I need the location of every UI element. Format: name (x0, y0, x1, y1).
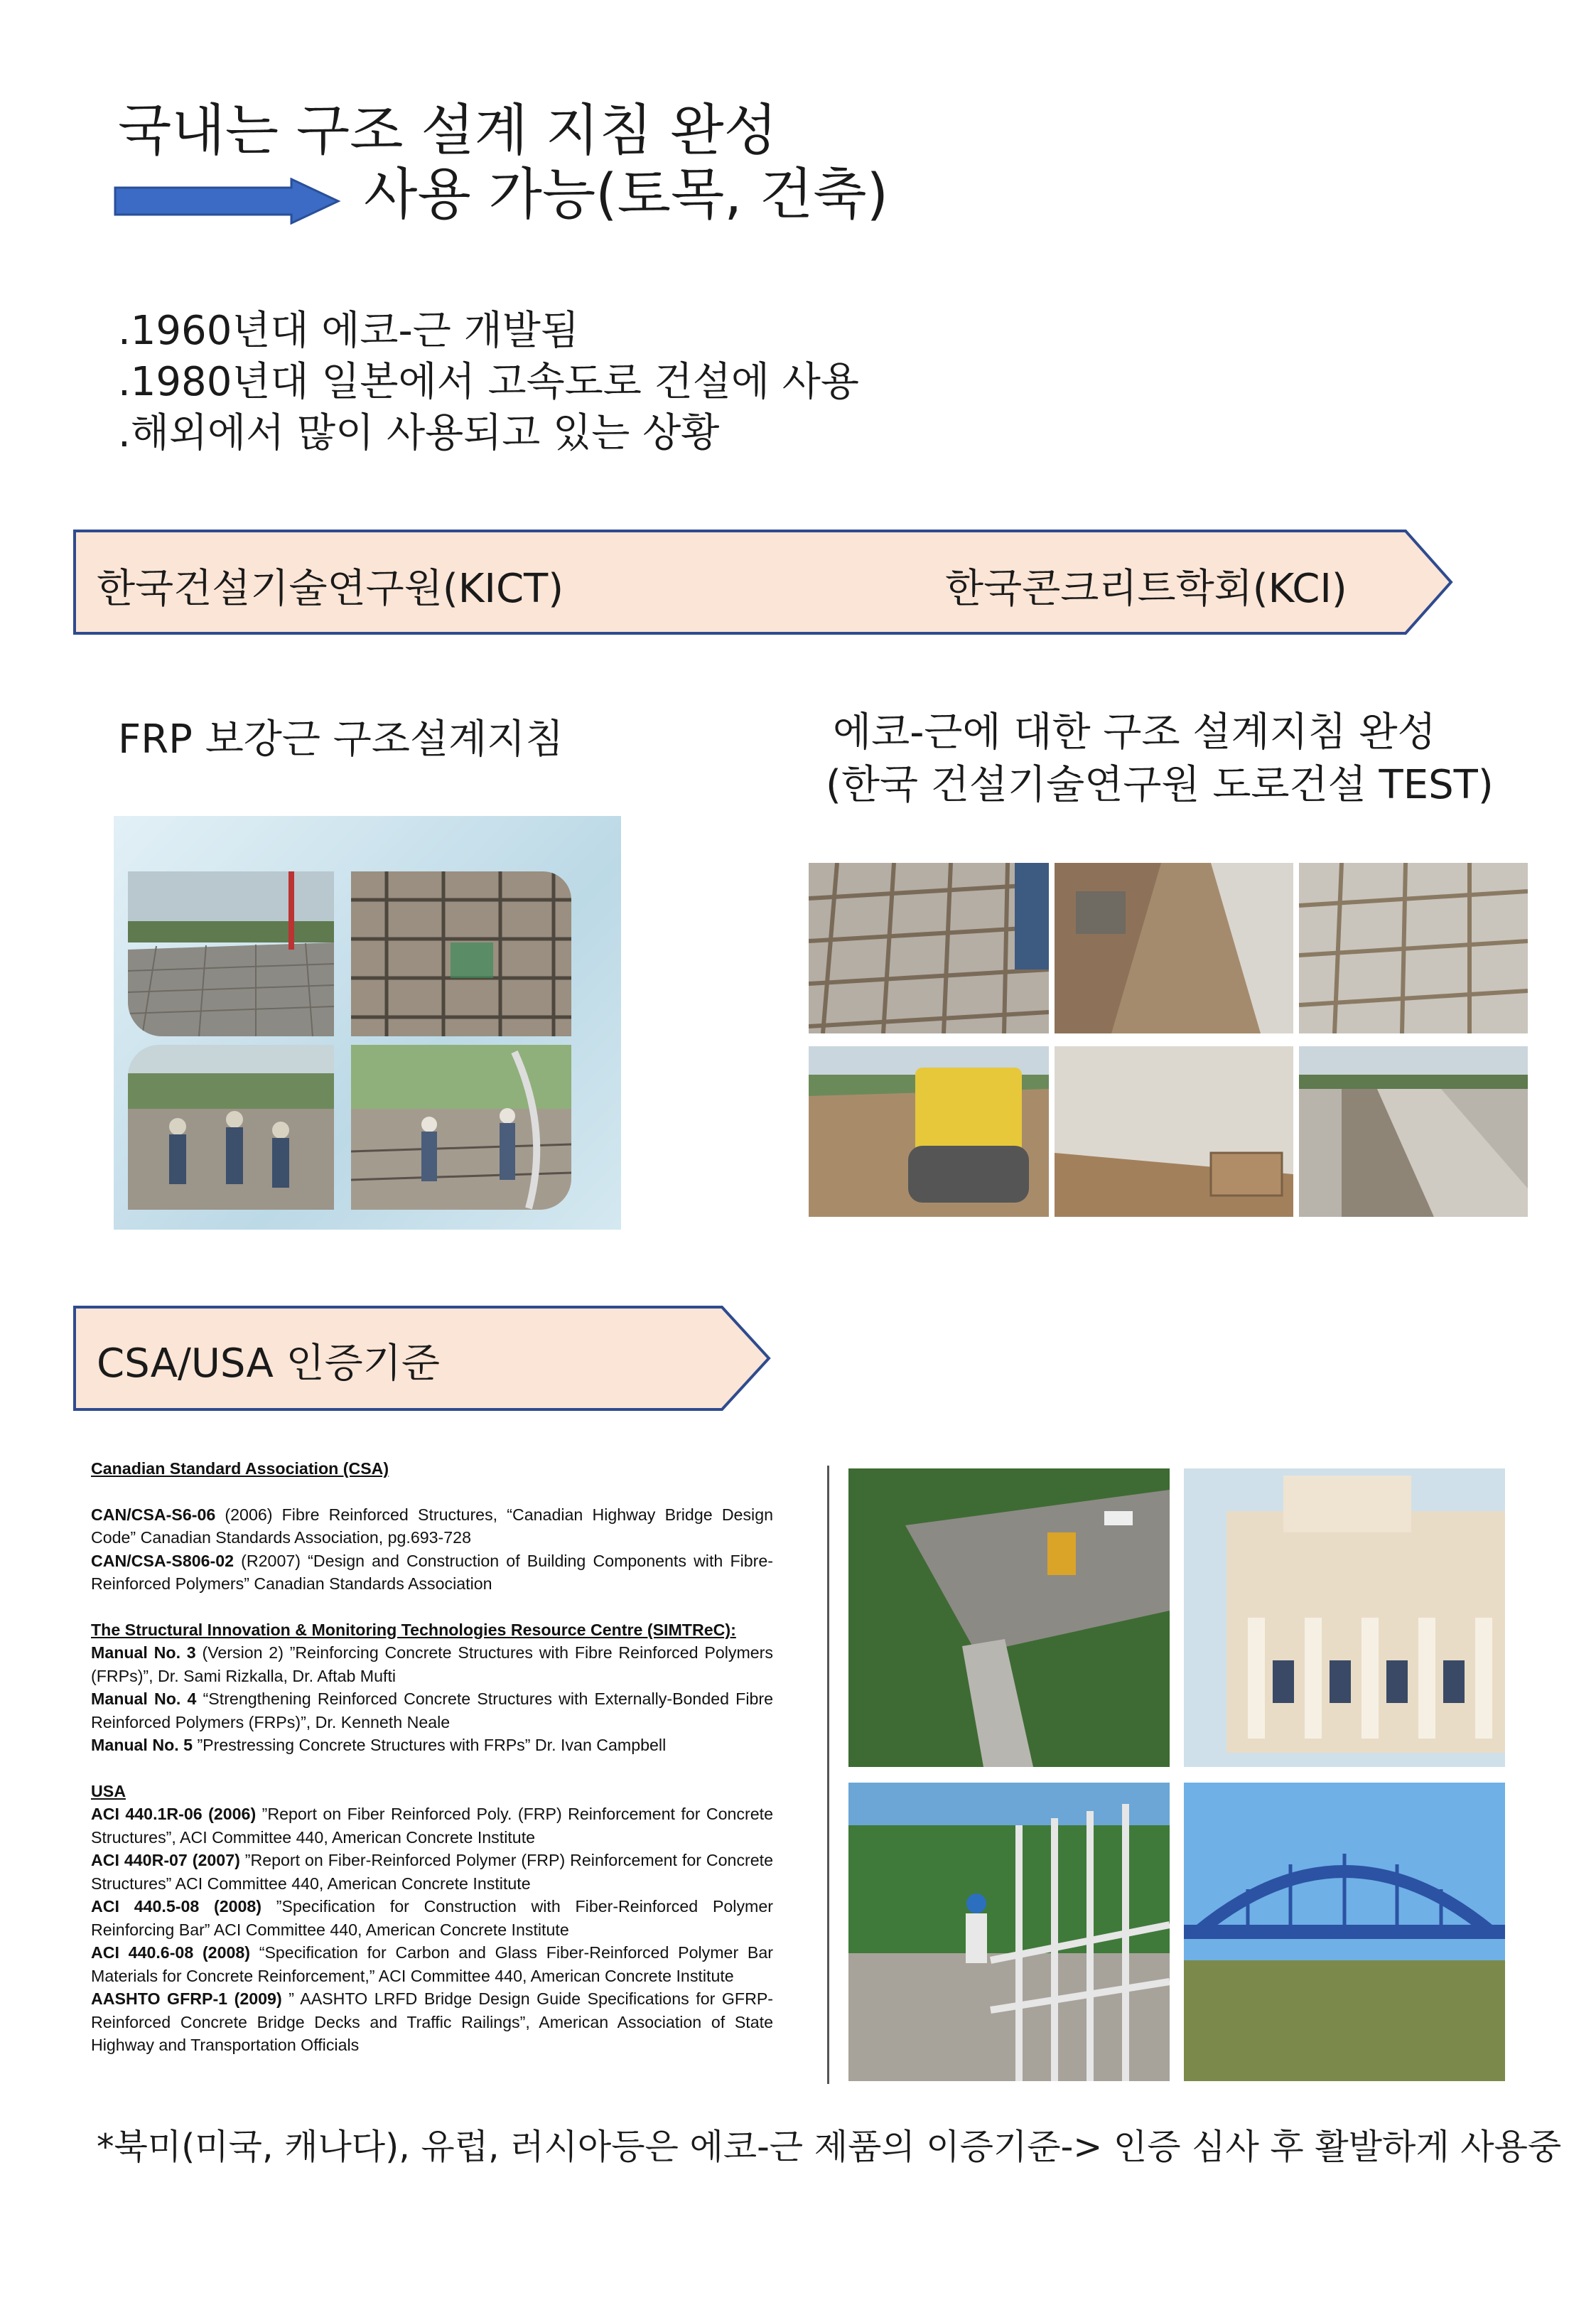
road-test-photo (809, 1046, 1049, 1217)
csa-banner-label: CSA/USA 인증기준 (97, 1341, 440, 1387)
road-test-photo (809, 863, 1049, 1033)
road-test-photo (1299, 863, 1528, 1033)
korea-banner (72, 529, 1455, 635)
standards-reference-list (91, 1457, 773, 2057)
divider (827, 1466, 829, 2084)
reference-item: ACI 440.1R-06 (2006) ”Report on Fiber Reinforced Poly. (FRP) Reinforcement for Concrete Structures”, ACI Committee 440, American Concrete Institute (91, 1805, 773, 1847)
simtrec-heading: The Structural Innovation & Monitoring Technologies Resource Centre (SIMTReC): (91, 1620, 736, 1639)
history-list (118, 306, 859, 459)
kict-photo-collage (114, 816, 621, 1230)
csa-heading: Canadian Standard Association (CSA) (91, 1459, 389, 1478)
construction-photo (351, 1045, 571, 1210)
csa-banner (72, 1305, 773, 1412)
construction-photo (128, 1045, 334, 1210)
construction-photo (128, 871, 334, 1036)
railing-construction-photo (848, 1783, 1170, 2081)
kci-photo-grid (809, 863, 1528, 1217)
reference-item: AASHTO GFRP-1 (2009) ” AASHTO LRFD Bridge Design Guide Specifications for GFRP-Reinforced Concrete Bridge Decks and Traffic Railings”, American Association of State Highway and Transportation Officials (91, 1989, 774, 2054)
reference-item: ACI 440.6-08 (2008) “Specification for Carbon and Glass Fiber-Reinforced Polymer Bar Materials for Concrete Reinforcement,” ACI Committee 440, American Concrete Institute (91, 1943, 773, 1985)
reference-item: Manual No. 5 ”Prestressing Concrete Structures with FRPs” Dr. Ivan Campbell (91, 1736, 667, 1754)
footnote: *북미(미국, 캐나다), 유럽, 러시아등은 에코-근 제품의 이증기준-> 인증 심사 후 활발하게 사용중 (97, 2127, 1562, 2167)
kci-banner-label: 한국콘크리트학회(KCI) (945, 566, 1347, 612)
reference-item: CAN/CSA-S6-06 (2006) Fibre Reinforced Structures, “Canadian Highway Bridge Design Code” Canadian Standards Association, pg.693-728 (91, 1505, 773, 1547)
history-item: .해외에서 많이 사용되고 있는 상황 (118, 410, 720, 456)
history-item: .1960년대 에코-근 개발됨 (118, 308, 579, 354)
right-arrow-icon (114, 178, 341, 225)
reference-item: ACI 440R-07 (2007) ”Report on Fiber-Reinforced Polymer (FRP) Reinforcement for Concrete Structures” ACI Committee 440, American Concrete Institute (91, 1851, 773, 1893)
bridge-construction-photo (848, 1468, 1170, 1767)
usa-heading: USA (91, 1781, 126, 1800)
kci-guideline-label-1: 에코-근에 대한 구조 설계지침 완성 (833, 709, 1436, 756)
road-test-photo (1055, 1046, 1293, 1217)
road-test-photo (1299, 1046, 1528, 1217)
title-line-2: 사용 가능(토목, 건축) (364, 163, 889, 227)
kci-guideline-label-2: (한국 건설기술연구원 도로건설 TEST) (826, 762, 1494, 808)
reference-item: Manual No. 4 “Strengthening Reinforced Concrete Structures with Externally-Bonded Fibre Reinforced Polymers (FRPs)”, Dr. Kenneth Neale (91, 1689, 773, 1731)
arch-bridge-photo (1184, 1783, 1505, 2081)
construction-photo (351, 871, 571, 1036)
title-line-1: 국내는 구조 설계 지침 완성 (118, 99, 778, 163)
reference-item: CAN/CSA-S806-02 (R2007) “Design and Construction of Building Components with Fibre-Reinforced Polymers” Canadian Standards Association (91, 1551, 773, 1593)
building-photo (1184, 1468, 1505, 1767)
kict-banner-label: 한국건설기술연구원(KICT) (97, 566, 564, 612)
road-test-photo (1055, 863, 1293, 1033)
history-item: .1980년대 일본에서 고속도로 건설에 사용 (118, 359, 859, 405)
application-photo-grid (848, 1468, 1505, 2081)
kict-guideline-label: FRP 보강근 구조설계지침 (118, 716, 564, 763)
reference-item: ACI 440.5-08 (2008) ”Specification for Construction with Fiber-Reinforced Polymer Reinforcing Bar” ACI Committee 440, American Concrete Institute (91, 1897, 773, 1939)
reference-item: Manual No. 3 (Version 2) ”Reinforcing Concrete Structures with Fibre Reinforced Polymers (FRPs)”, Dr. Sami Rizkalla, Dr. Aftab Mufti (91, 1643, 773, 1685)
